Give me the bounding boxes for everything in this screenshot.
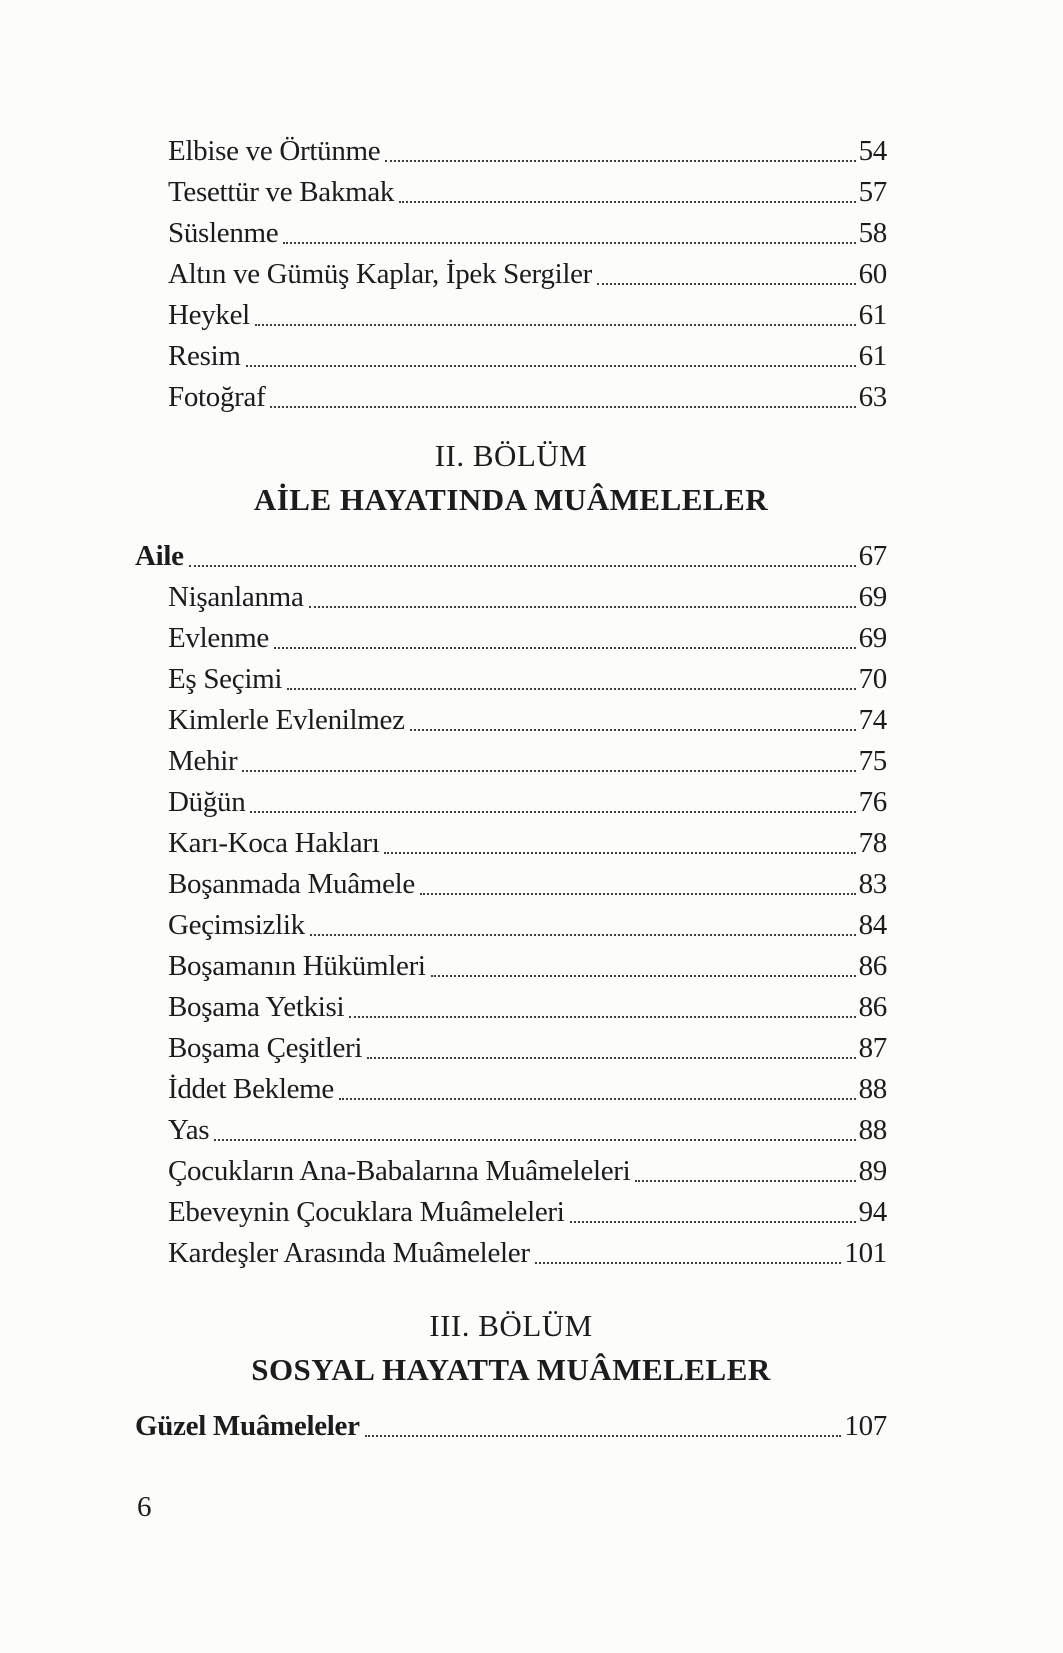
dot-leader bbox=[250, 811, 855, 813]
toc-entry bbox=[135, 1028, 887, 1069]
toc-entry-label: Geçimsizlik bbox=[168, 909, 305, 941]
toc-entry-page: 75 bbox=[858, 745, 887, 777]
toc-entry-page: 88 bbox=[858, 1114, 887, 1146]
dot-leader bbox=[597, 283, 856, 285]
section-heading-title: SOSYAL HAYATTA MUÂMELELER bbox=[251, 1352, 771, 1387]
section-heading-title: AİLE HAYATINDA MUÂMELELER bbox=[253, 482, 769, 517]
toc-entry-label: Karı-Koca Hakları bbox=[168, 827, 380, 859]
toc-entry-page: 94 bbox=[858, 1196, 887, 1228]
toc-entry-page: 86 bbox=[858, 950, 887, 982]
toc-entry-label: Eş Seçimi bbox=[168, 663, 283, 695]
dot-leader bbox=[189, 565, 856, 567]
toc-entry bbox=[135, 172, 887, 213]
toc-entry-page: 63 bbox=[858, 381, 887, 413]
toc-entry-label: Boşamanın Hükümleri bbox=[168, 950, 426, 982]
dot-leader bbox=[399, 201, 855, 203]
toc-entry-label: Tesettür ve Bakmak bbox=[168, 176, 395, 208]
toc-entry-page: 76 bbox=[858, 786, 887, 818]
toc-entry-page: 61 bbox=[858, 340, 887, 372]
toc-entry bbox=[135, 864, 887, 905]
section-heading bbox=[135, 1304, 887, 1392]
dot-leader bbox=[365, 1435, 842, 1437]
toc-entry-label: Evlenme bbox=[168, 622, 269, 654]
toc-entry bbox=[135, 946, 887, 987]
dot-leader bbox=[287, 688, 856, 690]
toc-entry bbox=[135, 254, 887, 295]
toc-entry-label: Çocukların Ana-Babalarına Muâmeleleri bbox=[168, 1155, 631, 1187]
toc-entry-page: 107 bbox=[844, 1410, 887, 1442]
toc-entry-label: Altın ve Gümüş Kaplar, İpek Sergiler bbox=[168, 258, 593, 290]
toc-entry-page: 78 bbox=[858, 827, 887, 859]
toc-entry-page: 60 bbox=[858, 258, 887, 290]
dot-leader bbox=[310, 934, 856, 936]
toc-entry bbox=[135, 659, 887, 700]
page-number: 6 bbox=[137, 1491, 152, 1523]
dot-leader bbox=[242, 770, 855, 772]
toc-entry bbox=[135, 1069, 887, 1110]
dot-leader bbox=[246, 365, 856, 367]
toc-entry-label: Yas bbox=[168, 1114, 210, 1146]
toc-entry bbox=[135, 1192, 887, 1233]
toc-entry-page: 84 bbox=[858, 909, 887, 941]
section-heading bbox=[135, 434, 887, 522]
toc-entry-page: 89 bbox=[858, 1155, 887, 1187]
toc-entry bbox=[135, 618, 887, 659]
dot-leader bbox=[635, 1180, 855, 1182]
toc-section bbox=[135, 1304, 887, 1447]
dot-leader bbox=[309, 606, 856, 608]
dot-leader bbox=[214, 1139, 855, 1141]
dot-leader bbox=[385, 160, 855, 162]
dot-leader bbox=[570, 1221, 856, 1223]
toc-entry-label: Aile bbox=[135, 540, 184, 572]
toc-entry bbox=[135, 741, 887, 782]
toc-entry-page: 88 bbox=[858, 1073, 887, 1105]
toc-entry-label: Boşama Çeşitleri bbox=[168, 1032, 363, 1064]
dot-leader bbox=[431, 975, 856, 977]
toc-entry-page: 54 bbox=[858, 135, 887, 167]
toc-entry-page: 67 bbox=[858, 540, 887, 572]
toc-entry-label: Kardeşler Arasında Muâmeleler bbox=[168, 1237, 530, 1269]
toc-entry-label: Ebeveynin Çocuklara Muâmeleleri bbox=[168, 1196, 565, 1228]
toc-entry-label: Heykel bbox=[168, 299, 250, 331]
toc-entry bbox=[135, 1233, 887, 1274]
toc-entry-label: Güzel Muâmeleler bbox=[135, 1410, 360, 1442]
toc-entry-page: 70 bbox=[858, 663, 887, 695]
toc-entry bbox=[135, 131, 887, 172]
toc-section bbox=[135, 434, 887, 1274]
toc-entry-page: 101 bbox=[844, 1237, 887, 1269]
toc-entry bbox=[135, 1110, 887, 1151]
toc-entry-page: 69 bbox=[858, 581, 887, 613]
toc-entry bbox=[135, 782, 887, 823]
toc-entry bbox=[135, 1406, 887, 1447]
dot-leader bbox=[255, 324, 856, 326]
toc-entry-page: 69 bbox=[858, 622, 887, 654]
dot-leader bbox=[283, 242, 855, 244]
toc-section bbox=[135, 131, 887, 418]
dot-leader bbox=[535, 1262, 842, 1264]
toc-entry bbox=[135, 905, 887, 946]
dot-leader bbox=[367, 1057, 855, 1059]
toc-entry bbox=[135, 987, 887, 1028]
toc-entry bbox=[135, 1151, 887, 1192]
toc-entry-label: Fotoğraf bbox=[168, 381, 266, 413]
toc-entry bbox=[135, 377, 887, 418]
toc-entry-page: 58 bbox=[858, 217, 887, 249]
toc-entry-page: 87 bbox=[858, 1032, 887, 1064]
toc-entry-page: 83 bbox=[858, 868, 887, 900]
dot-leader bbox=[420, 893, 856, 895]
toc-entry-label: Kimlerle Evlenilmez bbox=[168, 704, 405, 736]
dot-leader bbox=[349, 1016, 855, 1018]
dot-leader bbox=[339, 1098, 856, 1100]
toc-entry bbox=[135, 823, 887, 864]
toc-entry-page: 74 bbox=[858, 704, 887, 736]
toc-entry-label: Nişanlanma bbox=[168, 581, 304, 613]
dot-leader bbox=[410, 729, 856, 731]
toc-entry bbox=[135, 700, 887, 741]
toc-entry-label: Elbise ve Örtünme bbox=[168, 135, 381, 167]
toc-entry bbox=[135, 295, 887, 336]
dot-leader bbox=[384, 852, 855, 854]
table-of-contents bbox=[135, 131, 887, 1447]
dot-leader bbox=[274, 647, 856, 649]
toc-entry-label: Boşanmada Muâmele bbox=[168, 868, 415, 900]
toc-entry-label: Boşama Yetkisi bbox=[168, 991, 345, 1023]
toc-entry-page: 57 bbox=[858, 176, 887, 208]
toc-entry bbox=[135, 577, 887, 618]
toc-entry-label: Resim bbox=[168, 340, 241, 372]
toc-entry-page: 86 bbox=[858, 991, 887, 1023]
dot-leader bbox=[270, 406, 855, 408]
toc-entry bbox=[135, 336, 887, 377]
toc-entry-label: Süslenme bbox=[168, 217, 279, 249]
toc-entry-page: 61 bbox=[858, 299, 887, 331]
toc-entry-label: Mehir bbox=[168, 745, 238, 777]
toc-entry-label: Düğün bbox=[168, 786, 246, 818]
section-heading-chapter: III. BÖLÜM bbox=[429, 1308, 593, 1343]
section-heading-chapter: II. BÖLÜM bbox=[434, 438, 588, 473]
toc-entry bbox=[135, 536, 887, 577]
toc-entry bbox=[135, 213, 887, 254]
toc-entry-label: İddet Bekleme bbox=[168, 1073, 335, 1105]
